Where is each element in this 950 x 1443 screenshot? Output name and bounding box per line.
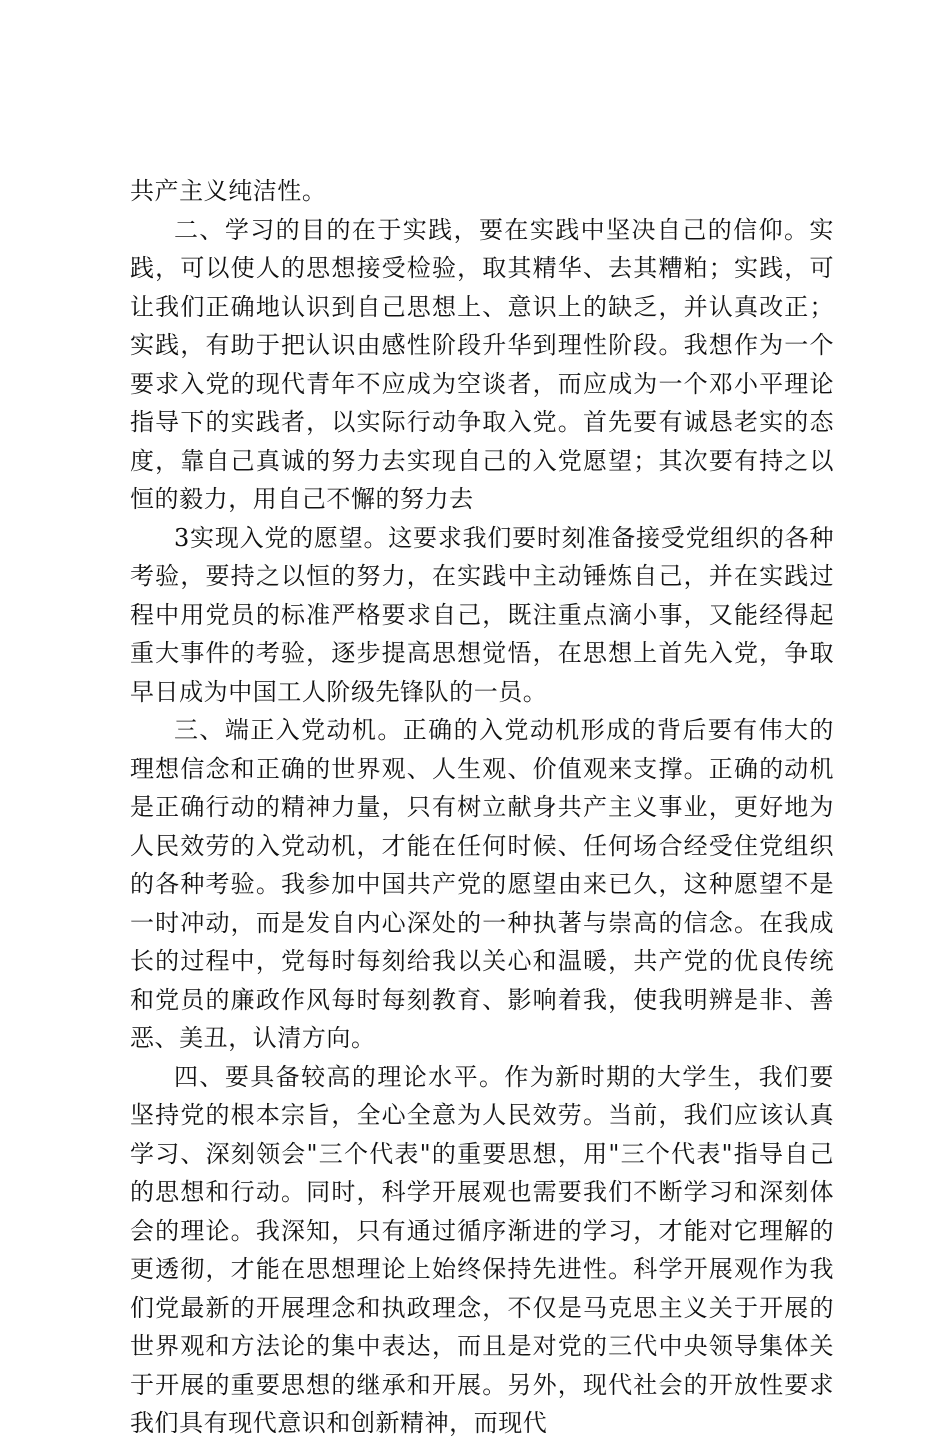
paragraph-motivation: 三、端正入党动机。正确的入党动机形成的背后要有伟大的理想信念和正确的世界观、人生观、价值观来支撑。正确的动机是正确行动的精神力量，只有树立献身共产主义事业，更好地为人民效劳的入党动机，才能在任何时候、任何场合经受住党组织的各种考验。我参加中国共产党的愿望由来已久，这种愿望不是一时冲动，而是发自内心深处的一种执著与崇高的信念。在我成长的过程中，党每时每刻给我以关心和温暖，共产党的优良传统和党员的廉政作风每时每刻教育、影响着我，使我明辨是非、善恶、美丑，认清方向。 [130, 716, 834, 1052]
paragraph-practice: 二、学习的目的在于实践，要在实践中坚决自己的信仰。实践，可以使人的思想接受检验，取其精华、去其糟粕；实践，可让我们正确地认识到自己思想上、意识上的缺乏，并认真改正；实践，有助于把认识由感性阶段升华到理性阶段。我想作为一个要求入党的现代青年不应成为空谈者，而应成为一个邓小平理论指导下的实践者，以实际行动争取入党。首先要有诚恳老实的态度，靠自己真诚的努力去实现自己的入党愿望；其次要有持之以恒的毅力，用自己不懈的努力去 [130, 215, 834, 513]
paragraph-continuation: 共产主义纯洁性。 [130, 177, 327, 205]
paragraph-theory: 四、要具备较高的理论水平。作为新时期的大学生，我们要坚持党的根本宗旨，全心全意为人民效劳。当前，我们应该认真学习、深刻领会"三个代表"的重要思想，用"三个代表"指导自己的思想和行动。同时，科学开展观也需要我们不断学习和深刻体会的理论。我深知，只有通过循序渐进的学习，才能对它理解的更透彻，才能在思想理论上始终保持先进性。科学开展观作为我们党最新的开展理念和执政理念，不仅是马克思主义关于开展的世界观和方法论的集中表达，而且是对党的三代中央领导集体关于开展的重要思想的继承和开展。另外，现代社会的开放性要求我们具有现代意识和创新精神，而现代 [130, 1062, 834, 1437]
paragraph-party-wish: 3实现入党的愿望。这要求我们要时刻准备接受党组织的各种考验，要持之以恒的努力，在实践中主动锤炼自己，并在实践过程中用党员的标准严格要求自己，既注重点滴小事，又能经得起重大事件的考验，逐步提高思想觉悟，在思想上首先入党，争取早日成为中国工人阶级先锋队的一员。 [130, 523, 834, 706]
document-page [130, 172, 834, 1443]
